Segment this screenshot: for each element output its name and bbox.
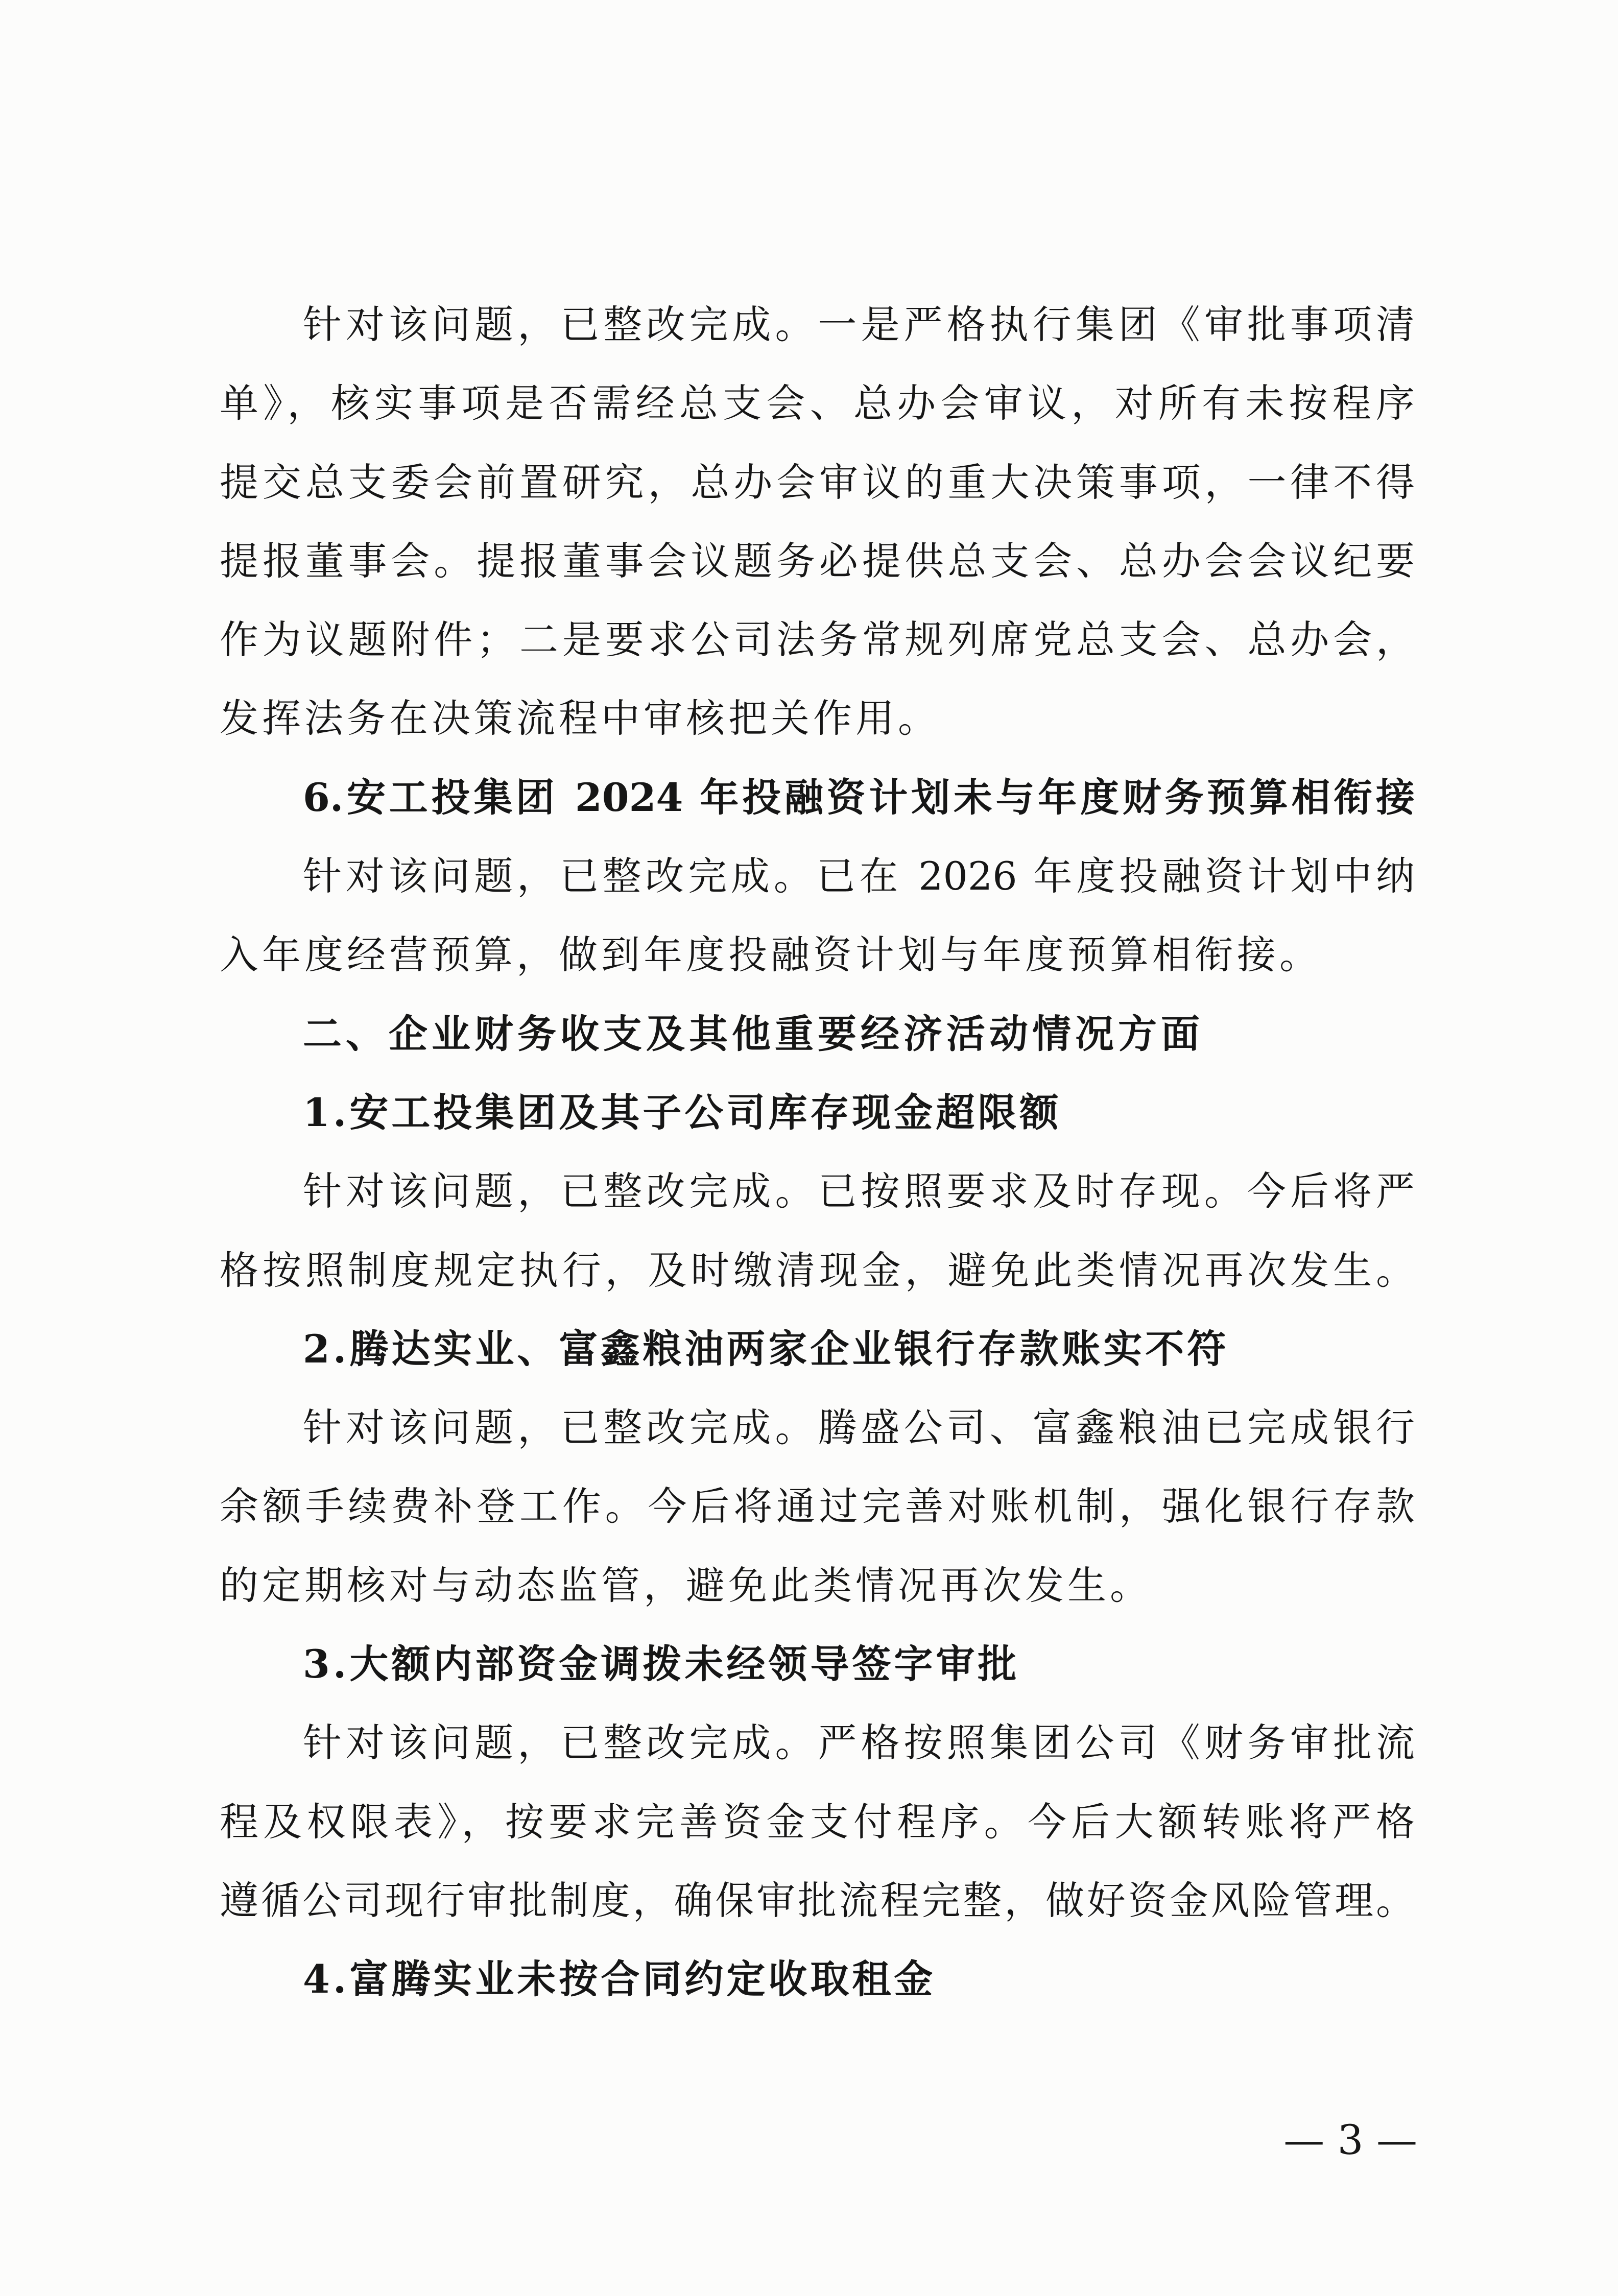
body-text-line: 提报董事会。提报董事会议题务必提供总支会、总办会会议纪要 <box>220 538 1415 584</box>
response-paragraph <box>220 285 1415 758</box>
body-text-line: 针对该问题，已整改完成。已按照要求及时存现。今后将严 <box>303 1168 1415 1214</box>
item-heading: 4.富腾实业未按合同约定收取租金 <box>303 1956 936 2002</box>
body-text-line: 针对该问题，已整改完成。一是严格执行集团《审批事项清 <box>303 302 1415 347</box>
body-text-line: 作为议题附件；二是要求公司法务常规列席党总支会、总办会， <box>220 617 1415 663</box>
response-paragraph <box>220 1152 1415 1310</box>
body-text-line: 单》，核实事项是否需经总支会、总办会审议，对所有未按程序 <box>220 380 1415 426</box>
body-text-line: 程及权限表》，按要求完善资金支付程序。今后大额转账将严格 <box>220 1799 1415 1845</box>
body-text-line: 的定期核对与动态监管，避免此类情况再次发生。 <box>220 1562 1152 1608</box>
body-text-line: 遵循公司现行审批制度，确保审批流程完整，做好资金风险管理。 <box>220 1877 1415 1923</box>
body-text-line: 针对该问题，已整改完成。腾盛公司、富鑫粮油已完成银行 <box>303 1405 1415 1451</box>
response-paragraph <box>220 1389 1415 1625</box>
body-text-line: 发挥法务在决策流程中审核把关作用。 <box>220 696 940 742</box>
item-heading: 6.安工投集团 2024 年投融资计划未与年度财务预算相衔接 <box>303 774 1415 820</box>
item-heading: 1.安工投集团及其子公司库存现金超限额 <box>303 1089 1062 1135</box>
body-text-line: 提交总支委会前置研究，总办会审议的重大决策事项，一律不得 <box>220 459 1415 505</box>
body-text-line: 针对该问题，已整改完成。已在 2026 年度投融资计划中纳 <box>303 853 1415 899</box>
body-text-line: 入年度经营预算，做到年度投融资计划与年度预算相衔接。 <box>220 932 1322 978</box>
section-heading: 二、企业财务收支及其他重要经济活动情况方面 <box>303 1011 1204 1057</box>
item-heading: 2.腾达实业、富鑫粮油两家企业银行存款账实不符 <box>303 1326 1229 1372</box>
page-number: — 3 — <box>1283 2116 1417 2164</box>
body-text-line: 针对该问题，已整改完成。严格按照集团公司《财务审批流 <box>303 1720 1415 1766</box>
body-text-line: 余额手续费补登工作。今后将通过完善对账机制，强化银行存款 <box>220 1484 1415 1529</box>
response-paragraph <box>220 1704 1415 1940</box>
body-text-line: 格按照制度规定执行，及时缴清现金，避免此类情况再次发生。 <box>220 1247 1415 1293</box>
document-body <box>220 285 1415 2019</box>
response-paragraph <box>220 837 1415 995</box>
item-heading: 3.大额内部资金调拨未经领导签字审批 <box>303 1641 1020 1687</box>
